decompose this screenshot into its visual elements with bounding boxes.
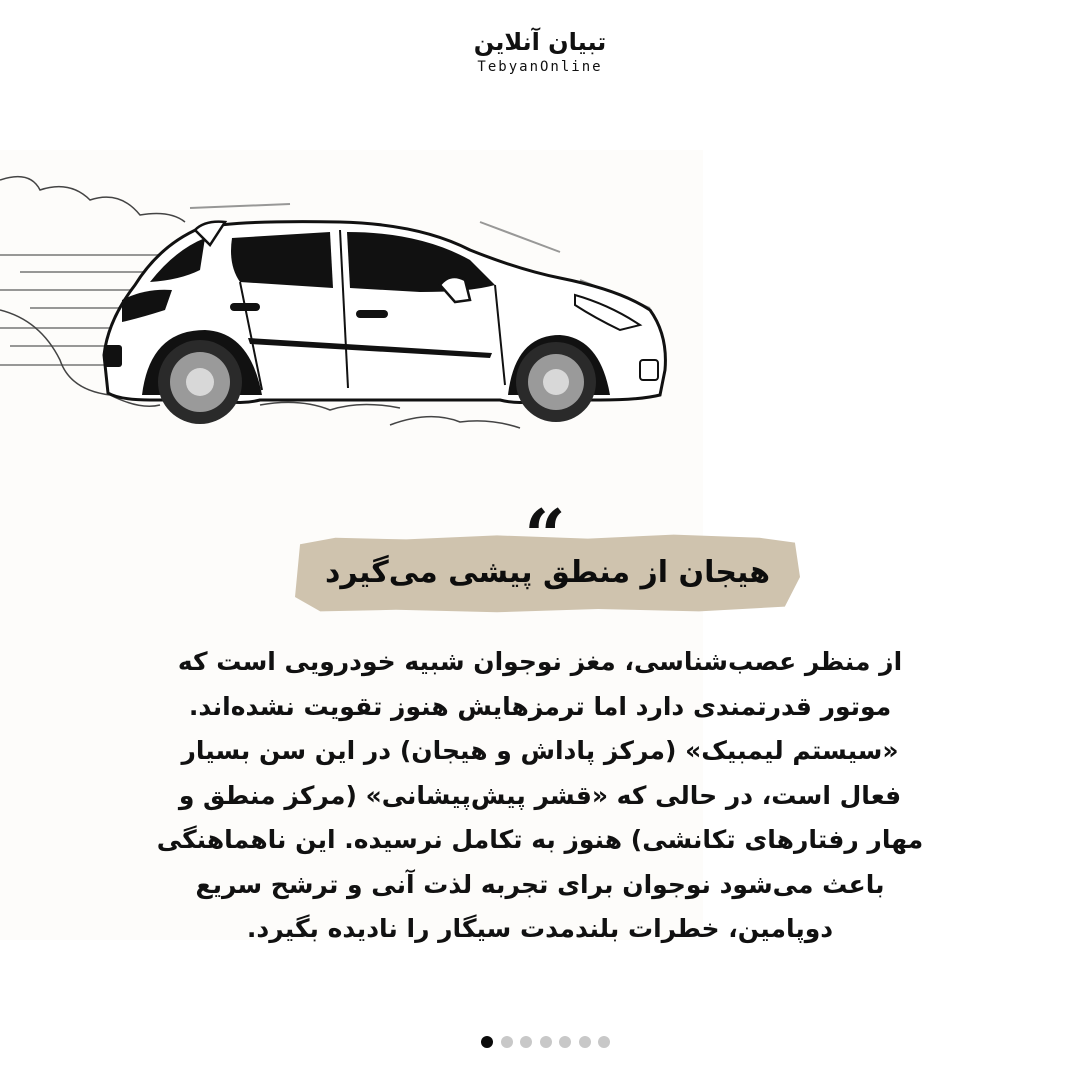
body-paragraph [140,640,940,952]
car-icon [104,222,665,424]
pager-dot-7[interactable] [598,1036,610,1048]
quote-mark-icon: “ [524,493,566,578]
body-line: «سیستم لیمبیک» (مرکز پاداش و هیجان) در این سن بسیار [181,736,899,765]
pager-dot-6[interactable] [579,1036,591,1048]
brand-logo-persian: تبیان آنلاین [473,28,607,56]
pager-dot-4[interactable] [540,1036,552,1048]
pager-dot-2[interactable] [501,1036,513,1048]
pager-dot-5[interactable] [559,1036,571,1048]
carousel-pager [481,1036,610,1048]
body-line: موتور قدرتمندی دارد اما ترمزهایش هنوز تقویت نشده‌اند. [188,691,892,721]
body-line: مهار رفتارهای تکانشی) هنوز به تکامل نرسیده. این ناهماهنگی [156,825,924,854]
brand-logo [440,28,640,76]
pager-dot-1[interactable] [481,1036,493,1048]
brand-logo-latin: TebyanOnline [477,59,603,75]
pager-dot-3[interactable] [520,1036,532,1048]
body-line: باعث می‌شود نوجوان برای تجربه لذت آنی و ترشح سریع [195,869,885,899]
body-line: دوپامین، خطرات بلندمدت سیگار را نادیده بگیرد. [246,914,834,943]
body-line: از منظر عصب‌شناسی، مغز نوجوان شبیه خودرویی است که [177,647,903,676]
body-line: فعال است، در حالی که «قشر پیش‌پیشانی» (مرکز منطق و [178,780,902,810]
speeding-car-illustration [0,160,700,440]
headline: هیجان از منطق پیشی می‌گیرد [324,555,771,590]
